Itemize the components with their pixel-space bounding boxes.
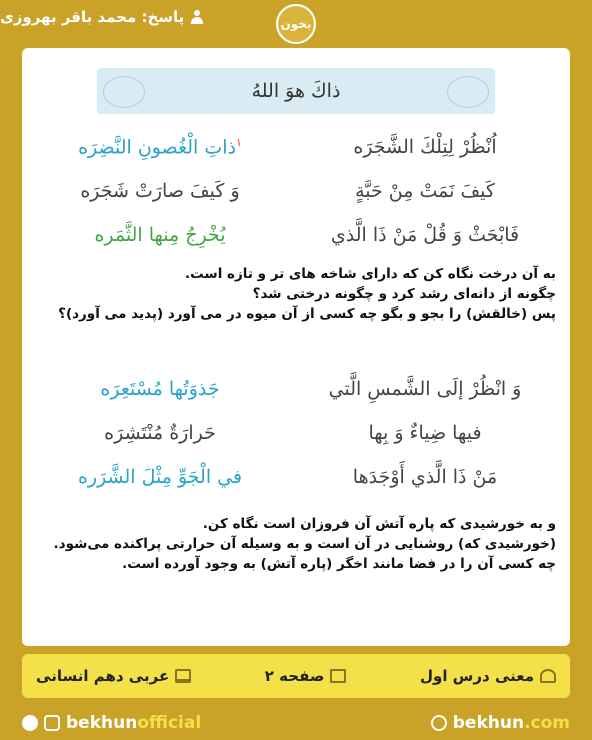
globe-icon bbox=[431, 715, 447, 731]
translation-line: چگونه از دانه‌ای رشد کرد و چگونه درختی شد؟ bbox=[252, 286, 556, 302]
verse-row bbox=[22, 128, 570, 172]
answer-label: پاسخ: محمد باقر بهروزی bbox=[0, 8, 185, 26]
verse-left-text: ذاتِ الْغُصونِ النَّضِرَه bbox=[78, 136, 236, 159]
verse-right: وَ انْظُرْ إلَى الشَّمسِ الَّتي bbox=[328, 378, 522, 400]
verse-row bbox=[22, 370, 570, 414]
poem-block-1 bbox=[22, 128, 570, 260]
verse-row bbox=[22, 172, 570, 216]
telegram-icon bbox=[22, 715, 38, 731]
ornament-right-icon bbox=[447, 76, 489, 108]
translation-block-2 bbox=[22, 514, 570, 574]
logo-text: بخون bbox=[280, 17, 312, 31]
verse-left: في الْجَوِّ مِثْلَ الشَّرَره bbox=[77, 466, 243, 488]
verse-row bbox=[22, 216, 570, 260]
social-handle[interactable] bbox=[22, 713, 201, 733]
poem-block-2 bbox=[22, 370, 570, 502]
verse-right: كَيفَ نَمَتْ مِنْ حَبَّةٍ bbox=[355, 180, 495, 202]
verse-right: فَابْحَثْ وَ قُلْ مَنْ ذَا الَّذي bbox=[330, 224, 520, 246]
verse-right: مَنْ ذَا الَّذي أَوْجَدَها bbox=[352, 466, 498, 488]
bottom-bar bbox=[0, 706, 592, 740]
verse-row bbox=[22, 414, 570, 458]
translation-line: چه کسی آن را در فضا مانند اخگر (پاره آتش) به وجود آورده است. bbox=[122, 556, 556, 572]
graduation-cap-icon bbox=[175, 669, 191, 683]
ornament-left-icon bbox=[103, 76, 145, 108]
translation-line: و به خورشیدی که پاره آتش آن فروزان است نگاه کن. bbox=[202, 516, 556, 532]
website-link[interactable] bbox=[431, 713, 570, 733]
verse-left: وَ كَيفَ صارَتْ شَجَرَه bbox=[80, 180, 240, 202]
handle-suffix: official bbox=[137, 713, 202, 733]
lesson-info bbox=[420, 667, 556, 685]
verse-right: فيها ضِياءٌ وَ بِها bbox=[368, 422, 482, 444]
content-card bbox=[22, 48, 570, 646]
lesson-title: ذاكَ هوَ اللهُ bbox=[251, 80, 341, 102]
lesson-label: معنی درس اول bbox=[419, 667, 534, 685]
title-band bbox=[97, 68, 495, 114]
subject-label: عربی دهم انسانی bbox=[36, 667, 170, 685]
translation-line: (خورشیدی که) روشنایی در آن است و به وسیله آن حرارتی پراکنده می‌شود. bbox=[53, 536, 556, 552]
verse-row bbox=[22, 458, 570, 502]
site-prefix: bekhun bbox=[452, 713, 525, 733]
verse-left bbox=[40, 136, 280, 158]
translation-line: به آن درخت نگاه کن که دارای شاخه های تر و تازه است. bbox=[185, 266, 556, 282]
verse-right: اُنْظُرْ لِتِلْكَ الشَّجَرَه bbox=[353, 136, 497, 158]
translation-block-1 bbox=[22, 264, 570, 324]
user-icon bbox=[190, 10, 204, 24]
handle-prefix: bekhun bbox=[66, 713, 138, 733]
translation-line: پس (خالقش) را بجو و بگو چه کسی از آن میوه در می آورد (پدید می آورد)؟ bbox=[58, 306, 556, 322]
page-info bbox=[265, 667, 347, 685]
lesson-info-bar bbox=[22, 654, 570, 698]
student-icon bbox=[540, 669, 556, 683]
footnote-mark: ١ bbox=[235, 136, 242, 149]
page-label: صفحه ۲ bbox=[264, 667, 325, 685]
instagram-icon bbox=[44, 715, 60, 731]
verse-left: جَذوَتُها مُسْتَعِرَه bbox=[100, 378, 220, 400]
book-icon bbox=[330, 669, 346, 683]
verse-left: يُخْرِجُ مِنها الثَّمَره bbox=[94, 224, 226, 246]
subject-info bbox=[36, 667, 191, 685]
bekhun-logo bbox=[276, 4, 316, 44]
site-suffix: .com bbox=[524, 713, 570, 733]
verse-left: حَرارَةٌ مُنْتَشِرَه bbox=[104, 422, 216, 444]
